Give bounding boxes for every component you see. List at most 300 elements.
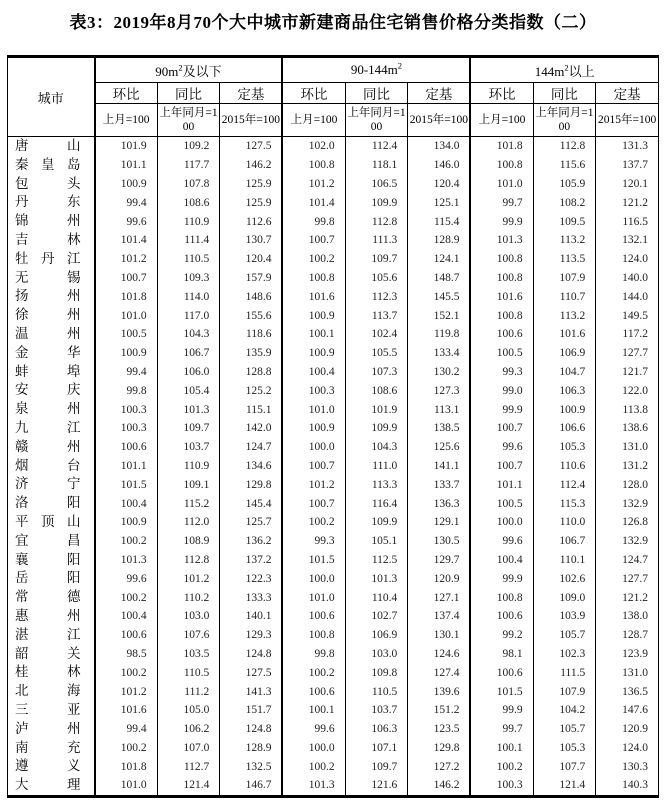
index-value: 104.3 bbox=[345, 438, 408, 457]
index-value: 110.1 bbox=[533, 551, 596, 570]
header-base-prev-month: 上月=100 bbox=[95, 104, 158, 137]
index-value: 122.3 bbox=[220, 569, 283, 588]
table-row bbox=[8, 269, 659, 288]
index-value: 100.1 bbox=[282, 325, 345, 344]
city-name: 襄阳 bbox=[8, 551, 95, 570]
index-value: 132.5 bbox=[220, 757, 283, 776]
city-name: 泉州 bbox=[8, 400, 95, 419]
index-value: 124.8 bbox=[220, 645, 283, 664]
table-row bbox=[8, 682, 659, 701]
index-value: 101.6 bbox=[470, 287, 533, 306]
index-value: 130.5 bbox=[408, 532, 471, 551]
index-value: 133.7 bbox=[408, 475, 471, 494]
index-value: 132.1 bbox=[596, 231, 659, 250]
header-yoy: 同比 bbox=[345, 83, 408, 104]
city-name: 惠州 bbox=[8, 607, 95, 626]
city-name: 牡丹江 bbox=[8, 250, 95, 269]
index-value: 136.5 bbox=[596, 682, 659, 701]
index-value: 124.7 bbox=[596, 551, 659, 570]
city-name: 蚌埠 bbox=[8, 363, 95, 382]
table-row bbox=[8, 607, 659, 626]
index-value: 124.7 bbox=[220, 438, 283, 457]
table-header bbox=[8, 57, 659, 137]
index-value: 99.6 bbox=[282, 720, 345, 739]
index-value: 111.3 bbox=[345, 231, 408, 250]
index-value: 100.2 bbox=[95, 739, 158, 758]
table-row bbox=[8, 400, 659, 419]
city-name: 常德 bbox=[8, 588, 95, 607]
index-value: 146.7 bbox=[220, 776, 283, 796]
index-value: 119.8 bbox=[408, 325, 471, 344]
table-row bbox=[8, 588, 659, 607]
city-name: 徐州 bbox=[8, 306, 95, 325]
index-value: 109.1 bbox=[157, 475, 220, 494]
index-value: 112.0 bbox=[157, 513, 220, 532]
table-row bbox=[8, 513, 659, 532]
index-value: 137.4 bbox=[408, 607, 471, 626]
index-value: 110.5 bbox=[157, 250, 220, 269]
index-value: 110.0 bbox=[533, 513, 596, 532]
index-value: 106.9 bbox=[345, 626, 408, 645]
index-value: 101.9 bbox=[95, 137, 158, 156]
index-value: 101.0 bbox=[95, 306, 158, 325]
index-value: 120.1 bbox=[596, 175, 659, 194]
index-value: 108.6 bbox=[157, 193, 220, 212]
index-value: 105.7 bbox=[533, 626, 596, 645]
index-value: 98.1 bbox=[470, 645, 533, 664]
index-value: 101.2 bbox=[95, 682, 158, 701]
index-value: 100.1 bbox=[470, 739, 533, 758]
index-value: 105.0 bbox=[157, 701, 220, 720]
index-value: 100.5 bbox=[470, 494, 533, 513]
group-label-text: 以上 bbox=[568, 63, 595, 79]
table-row bbox=[8, 532, 659, 551]
price-index-table bbox=[7, 55, 659, 798]
header-mom: 环比 bbox=[282, 83, 345, 104]
table-row bbox=[8, 287, 659, 306]
index-value: 104.7 bbox=[533, 363, 596, 382]
city-name: 平顶山 bbox=[8, 513, 95, 532]
base-header-row bbox=[8, 104, 659, 137]
index-value: 131.0 bbox=[596, 663, 659, 682]
index-value: 106.7 bbox=[533, 532, 596, 551]
index-value: 110.4 bbox=[345, 588, 408, 607]
index-value: 113.8 bbox=[596, 400, 659, 419]
index-value: 100.8 bbox=[282, 156, 345, 175]
index-value: 99.6 bbox=[470, 532, 533, 551]
index-value: 100.6 bbox=[282, 607, 345, 626]
index-value: 142.0 bbox=[220, 419, 283, 438]
index-value: 116.5 bbox=[596, 212, 659, 231]
index-value: 100.9 bbox=[95, 175, 158, 194]
index-value: 100.8 bbox=[282, 626, 345, 645]
index-value: 101.3 bbox=[157, 400, 220, 419]
group-header-row bbox=[8, 57, 659, 83]
index-value: 100.4 bbox=[95, 494, 158, 513]
index-value: 132.9 bbox=[596, 532, 659, 551]
index-value: 100.9 bbox=[282, 419, 345, 438]
index-value: 101.0 bbox=[282, 400, 345, 419]
index-value: 148.7 bbox=[408, 269, 471, 288]
index-value: 127.4 bbox=[408, 663, 471, 682]
index-value: 139.6 bbox=[408, 682, 471, 701]
index-value: 100.2 bbox=[282, 663, 345, 682]
index-value: 117.7 bbox=[157, 156, 220, 175]
index-value: 106.5 bbox=[345, 175, 408, 194]
index-value: 100.7 bbox=[95, 269, 158, 288]
table-row bbox=[8, 739, 659, 758]
header-fixed-base: 定基 bbox=[220, 83, 283, 104]
table-row bbox=[8, 626, 659, 645]
index-value: 101.8 bbox=[470, 137, 533, 156]
index-value: 100.9 bbox=[533, 400, 596, 419]
index-value: 100.9 bbox=[95, 344, 158, 363]
index-value: 129.8 bbox=[408, 739, 471, 758]
index-value: 100.8 bbox=[470, 250, 533, 269]
header-base-prev-month: 上月=100 bbox=[470, 104, 533, 137]
index-value: 99.8 bbox=[282, 645, 345, 664]
index-value: 100.5 bbox=[95, 325, 158, 344]
table-row bbox=[8, 438, 659, 457]
city-name: 南充 bbox=[8, 739, 95, 758]
index-value: 141.3 bbox=[220, 682, 283, 701]
index-value: 101.0 bbox=[282, 588, 345, 607]
city-name: 烟台 bbox=[8, 457, 95, 476]
index-value: 135.9 bbox=[220, 344, 283, 363]
index-value: 105.1 bbox=[345, 532, 408, 551]
index-value: 100.0 bbox=[282, 438, 345, 457]
index-value: 108.6 bbox=[345, 381, 408, 400]
index-value: 120.4 bbox=[220, 250, 283, 269]
index-value: 113.3 bbox=[345, 475, 408, 494]
index-value: 99.0 bbox=[470, 381, 533, 400]
index-value: 101.9 bbox=[345, 400, 408, 419]
index-value: 107.8 bbox=[157, 175, 220, 194]
index-value: 111.2 bbox=[157, 682, 220, 701]
index-value: 103.0 bbox=[345, 645, 408, 664]
city-name: 北海 bbox=[8, 682, 95, 701]
index-value: 100.8 bbox=[470, 156, 533, 175]
index-value: 127.1 bbox=[408, 588, 471, 607]
index-value: 132.9 bbox=[596, 494, 659, 513]
index-value: 110.2 bbox=[157, 588, 220, 607]
index-value: 99.7 bbox=[470, 720, 533, 739]
index-value: 134.0 bbox=[408, 137, 471, 156]
city-name: 洛阳 bbox=[8, 494, 95, 513]
index-value: 100.4 bbox=[95, 607, 158, 626]
index-value: 115.6 bbox=[533, 156, 596, 175]
index-value: 128.9 bbox=[220, 739, 283, 758]
index-value: 107.7 bbox=[533, 757, 596, 776]
index-value: 100.7 bbox=[282, 231, 345, 250]
index-value: 101.3 bbox=[345, 569, 408, 588]
index-value: 101.4 bbox=[282, 193, 345, 212]
index-value: 110.9 bbox=[157, 457, 220, 476]
index-value: 125.7 bbox=[220, 513, 283, 532]
city-name: 秦皇岛 bbox=[8, 156, 95, 175]
index-value: 100.3 bbox=[470, 776, 533, 796]
index-value: 99.4 bbox=[95, 363, 158, 382]
index-value: 102.4 bbox=[345, 325, 408, 344]
index-value: 121.6 bbox=[345, 776, 408, 796]
city-name: 赣州 bbox=[8, 438, 95, 457]
index-value: 106.7 bbox=[157, 344, 220, 363]
city-name: 济宁 bbox=[8, 475, 95, 494]
index-value: 148.6 bbox=[220, 287, 283, 306]
index-value: 99.9 bbox=[470, 701, 533, 720]
city-name: 丹东 bbox=[8, 193, 95, 212]
index-value: 127.5 bbox=[220, 663, 283, 682]
index-value: 133.4 bbox=[408, 344, 471, 363]
index-value: 121.2 bbox=[596, 588, 659, 607]
index-value: 125.9 bbox=[220, 193, 283, 212]
index-value: 138.5 bbox=[408, 419, 471, 438]
index-value: 134.6 bbox=[220, 457, 283, 476]
index-value: 128.8 bbox=[220, 363, 283, 382]
index-value: 103.5 bbox=[157, 645, 220, 664]
table-row bbox=[8, 776, 659, 796]
index-value: 101.8 bbox=[95, 287, 158, 306]
index-value: 100.2 bbox=[95, 663, 158, 682]
index-value: 99.3 bbox=[470, 363, 533, 382]
index-value: 131.3 bbox=[596, 137, 659, 156]
group-label-text: 144m bbox=[534, 63, 565, 79]
index-value: 100.0 bbox=[470, 513, 533, 532]
index-value: 105.9 bbox=[533, 175, 596, 194]
index-value: 101.1 bbox=[95, 457, 158, 476]
table-row bbox=[8, 720, 659, 739]
index-value: 101.2 bbox=[282, 475, 345, 494]
city-name: 唐山 bbox=[8, 137, 95, 156]
index-value: 100.8 bbox=[470, 306, 533, 325]
index-value: 100.8 bbox=[470, 269, 533, 288]
index-value: 147.6 bbox=[596, 701, 659, 720]
index-value: 115.2 bbox=[157, 494, 220, 513]
index-value: 136.2 bbox=[220, 532, 283, 551]
index-value: 105.3 bbox=[533, 438, 596, 457]
city-name: 岳阳 bbox=[8, 569, 95, 588]
index-value: 121.7 bbox=[596, 363, 659, 382]
index-value: 105.4 bbox=[157, 381, 220, 400]
index-value: 117.2 bbox=[596, 325, 659, 344]
header-yoy: 同比 bbox=[157, 83, 220, 104]
table-row bbox=[8, 701, 659, 720]
index-value: 107.6 bbox=[157, 626, 220, 645]
index-value: 111.0 bbox=[345, 457, 408, 476]
index-value: 105.7 bbox=[533, 720, 596, 739]
index-value: 130.2 bbox=[408, 363, 471, 382]
index-value: 100.2 bbox=[95, 532, 158, 551]
index-value: 100.6 bbox=[470, 663, 533, 682]
city-name: 安庆 bbox=[8, 381, 95, 400]
index-value: 129.7 bbox=[408, 551, 471, 570]
index-value: 109.9 bbox=[345, 193, 408, 212]
index-value: 99.6 bbox=[95, 212, 158, 231]
index-value: 100.2 bbox=[282, 757, 345, 776]
index-value: 107.9 bbox=[533, 682, 596, 701]
index-value: 140.0 bbox=[596, 269, 659, 288]
header-base-2015: 2015年=100 bbox=[408, 104, 471, 137]
index-value: 100.6 bbox=[470, 325, 533, 344]
index-value: 127.5 bbox=[220, 137, 283, 156]
index-value: 118.6 bbox=[220, 325, 283, 344]
index-value: 128.7 bbox=[596, 626, 659, 645]
index-value: 103.9 bbox=[533, 607, 596, 626]
index-value: 121.4 bbox=[533, 776, 596, 796]
index-value: 105.5 bbox=[345, 344, 408, 363]
index-value: 110.5 bbox=[345, 682, 408, 701]
index-value: 113.2 bbox=[533, 306, 596, 325]
index-value: 100.4 bbox=[470, 551, 533, 570]
index-value: 109.9 bbox=[345, 513, 408, 532]
index-value: 127.3 bbox=[408, 381, 471, 400]
index-value: 110.6 bbox=[533, 457, 596, 476]
index-value: 146.0 bbox=[408, 156, 471, 175]
city-name: 遵义 bbox=[8, 757, 95, 776]
city-name: 韶关 bbox=[8, 645, 95, 664]
index-value: 131.0 bbox=[596, 438, 659, 457]
index-value: 100.2 bbox=[470, 757, 533, 776]
index-value: 126.8 bbox=[596, 513, 659, 532]
index-value: 103.7 bbox=[157, 438, 220, 457]
index-value: 127.7 bbox=[596, 569, 659, 588]
group-header-144-above bbox=[470, 57, 658, 83]
index-value: 129.8 bbox=[220, 475, 283, 494]
index-value: 101.3 bbox=[282, 776, 345, 796]
index-value: 101.1 bbox=[95, 156, 158, 175]
index-value: 112.4 bbox=[345, 137, 408, 156]
index-value: 109.9 bbox=[345, 419, 408, 438]
index-value: 136.3 bbox=[408, 494, 471, 513]
index-value: 141.1 bbox=[408, 457, 471, 476]
index-value: 125.9 bbox=[220, 175, 283, 194]
index-value: 106.2 bbox=[157, 720, 220, 739]
index-value: 100.9 bbox=[95, 513, 158, 532]
index-value: 127.2 bbox=[408, 757, 471, 776]
index-value: 100.1 bbox=[282, 701, 345, 720]
index-value: 111.5 bbox=[533, 663, 596, 682]
index-value: 120.9 bbox=[408, 569, 471, 588]
index-value: 100.3 bbox=[282, 381, 345, 400]
index-value: 100.6 bbox=[95, 626, 158, 645]
index-value: 100.9 bbox=[282, 306, 345, 325]
index-value: 99.4 bbox=[95, 720, 158, 739]
index-value: 110.7 bbox=[533, 287, 596, 306]
index-value: 108.9 bbox=[157, 532, 220, 551]
index-value: 100.4 bbox=[282, 363, 345, 382]
city-name: 大理 bbox=[8, 776, 95, 796]
index-value: 100.7 bbox=[282, 494, 345, 513]
header-yoy: 同比 bbox=[533, 83, 596, 104]
index-value: 101.3 bbox=[470, 231, 533, 250]
index-value: 100.8 bbox=[470, 588, 533, 607]
table-row bbox=[8, 663, 659, 682]
index-value: 101.2 bbox=[95, 250, 158, 269]
index-value: 100.7 bbox=[470, 419, 533, 438]
city-name: 宜昌 bbox=[8, 532, 95, 551]
index-value: 112.3 bbox=[345, 287, 408, 306]
table-row bbox=[8, 231, 659, 250]
index-value: 101.4 bbox=[95, 231, 158, 250]
index-value: 123.9 bbox=[596, 645, 659, 664]
index-value: 120.4 bbox=[408, 175, 471, 194]
header-mom: 环比 bbox=[95, 83, 158, 104]
index-value: 101.1 bbox=[470, 475, 533, 494]
index-value: 118.1 bbox=[345, 156, 408, 175]
index-value: 100.2 bbox=[282, 250, 345, 269]
index-value: 140.1 bbox=[220, 607, 283, 626]
index-value: 115.4 bbox=[408, 212, 471, 231]
index-value: 124.6 bbox=[408, 645, 471, 664]
group-label-text: 及以下 bbox=[182, 63, 222, 79]
table-row bbox=[8, 193, 659, 212]
index-value: 100.7 bbox=[282, 457, 345, 476]
index-value: 108.2 bbox=[533, 193, 596, 212]
city-name: 温州 bbox=[8, 325, 95, 344]
index-value: 137.2 bbox=[220, 551, 283, 570]
index-value: 123.5 bbox=[408, 720, 471, 739]
index-value: 124.8 bbox=[220, 720, 283, 739]
index-value: 115.3 bbox=[533, 494, 596, 513]
index-value: 151.2 bbox=[408, 701, 471, 720]
metric-header-row bbox=[8, 83, 659, 104]
index-value: 109.7 bbox=[345, 250, 408, 269]
group-label-text: 90-144m bbox=[350, 62, 398, 77]
index-value: 101.8 bbox=[95, 757, 158, 776]
index-value: 107.1 bbox=[345, 739, 408, 758]
index-value: 114.0 bbox=[157, 287, 220, 306]
index-value: 100.6 bbox=[95, 438, 158, 457]
index-value: 103.7 bbox=[345, 701, 408, 720]
group-label-text: 90m bbox=[155, 63, 179, 79]
header-base-same-month-last-year: 上年同月=100 bbox=[157, 104, 220, 137]
index-value: 109.7 bbox=[157, 419, 220, 438]
header-fixed-base: 定基 bbox=[408, 83, 471, 104]
table-row bbox=[8, 306, 659, 325]
table-row bbox=[8, 344, 659, 363]
index-value: 109.0 bbox=[533, 588, 596, 607]
index-value: 127.7 bbox=[596, 344, 659, 363]
index-value: 101.2 bbox=[157, 569, 220, 588]
header-base-prev-month: 上月=100 bbox=[282, 104, 345, 137]
index-value: 131.2 bbox=[596, 457, 659, 476]
index-value: 130.7 bbox=[220, 231, 283, 250]
index-value: 99.6 bbox=[95, 569, 158, 588]
index-value: 110.5 bbox=[157, 663, 220, 682]
index-value: 137.7 bbox=[596, 156, 659, 175]
index-value: 101.6 bbox=[533, 325, 596, 344]
table-row bbox=[8, 494, 659, 513]
index-value: 109.8 bbox=[345, 663, 408, 682]
city-name: 湛江 bbox=[8, 626, 95, 645]
index-value: 140.3 bbox=[596, 776, 659, 796]
table-row bbox=[8, 156, 659, 175]
city-name: 金华 bbox=[8, 344, 95, 363]
index-value: 113.1 bbox=[408, 400, 471, 419]
index-value: 109.2 bbox=[157, 137, 220, 156]
index-value: 99.9 bbox=[470, 212, 533, 231]
index-value: 112.8 bbox=[533, 137, 596, 156]
index-value: 113.2 bbox=[533, 231, 596, 250]
city-name: 桂林 bbox=[8, 663, 95, 682]
index-value: 125.6 bbox=[408, 438, 471, 457]
index-value: 128.9 bbox=[408, 231, 471, 250]
index-value: 105.6 bbox=[345, 269, 408, 288]
table-row bbox=[8, 757, 659, 776]
index-value: 100.2 bbox=[95, 588, 158, 607]
index-value: 125.1 bbox=[408, 193, 471, 212]
index-value: 133.3 bbox=[220, 588, 283, 607]
